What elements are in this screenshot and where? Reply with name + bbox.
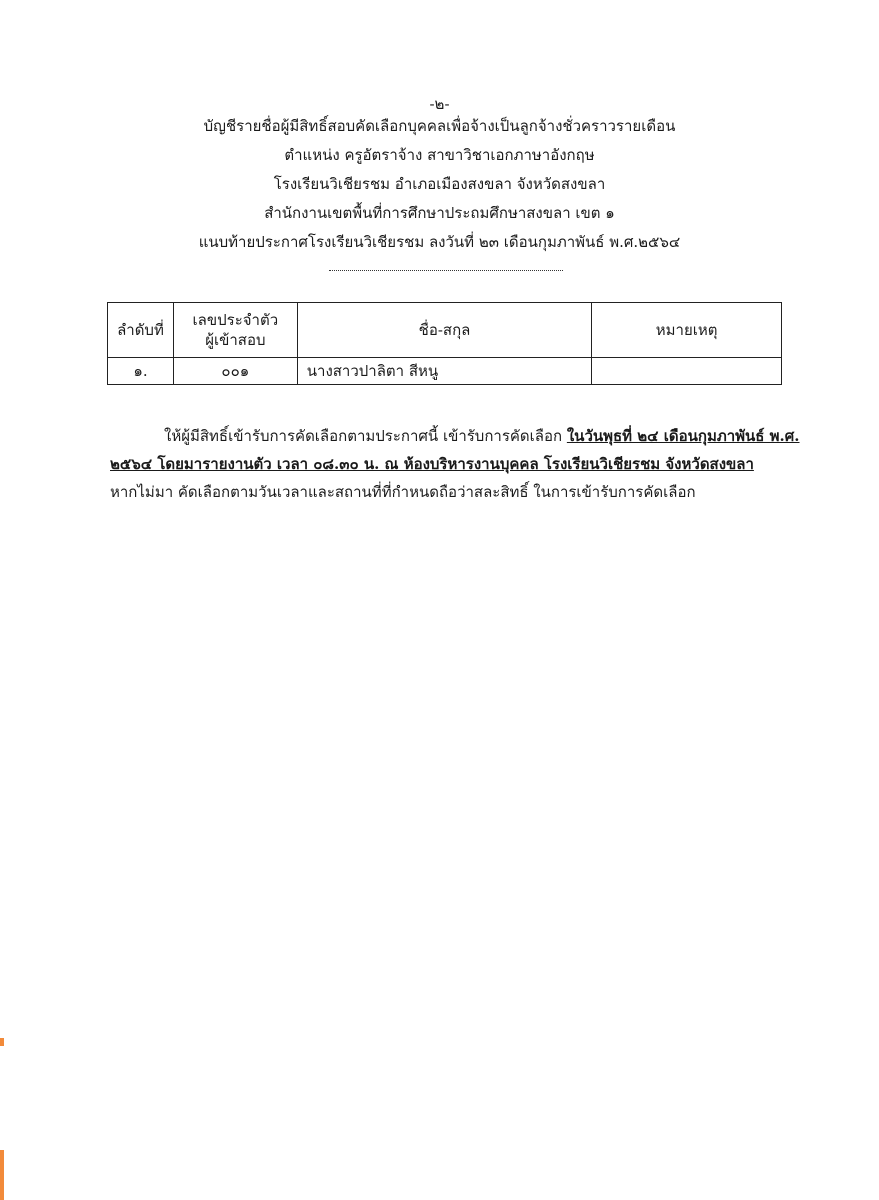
candidate-table	[107, 302, 782, 385]
cell-candidate-id: ๐๐๑	[173, 358, 297, 385]
column-header-id-line2: ผู้เข้าสอบ	[205, 331, 266, 349]
table-header-row	[108, 303, 782, 358]
header-line-school: โรงเรียนวิเชียรชม อำเภอเมืองสงขลา จังหวัดสงขลา	[273, 175, 606, 193]
header-line-position: ตำแหน่ง ครูอัตราจ้าง สาขาวิชาเอกภาษาอังกฤษ	[284, 146, 595, 164]
notice-line-3: หากไม่มา คัดเลือกตามวันเวลาและสถานที่ที่กำหนดถือว่าสละสิทธิ์ ในการเข้ารับการคัดเลือก	[110, 483, 696, 501]
notice-date-emphasis: ในวันพุธที่ ๒๔ เดือนกุมภาพันธ์ พ.ศ.	[566, 427, 800, 445]
column-header-name: ชื่อ-สกุล	[297, 303, 592, 358]
notice-paragraph	[110, 422, 800, 506]
document-header	[0, 112, 879, 257]
header-divider	[329, 270, 563, 271]
notice-line-1-plain: ให้ผู้มีสิทธิ์เข้ารับการคัดเลือกตามประกาศนี้ เข้ารับการคัดเลือก	[164, 427, 567, 445]
column-header-remark: หมายเหตุ	[592, 303, 782, 358]
header-line-title: บัญชีรายชื่อผู้มีสิทธิ์สอบคัดเลือกบุคคลเพื่อจ้างเป็นลูกจ้างชั่วคราวรายเดือน	[203, 117, 676, 135]
page-number: -๒-	[429, 95, 450, 113]
scan-edge-mark	[0, 1038, 4, 1046]
scan-edge-mark	[0, 1150, 4, 1200]
column-header-candidate-id	[173, 303, 297, 358]
notice-time-place-emphasis: ๒๕๖๔ โดยมารายงานตัว เวลา ๐๘.๓๐ น. ณ ห้องบริหารงานบุคคล โรงเรียนวิเชียรชม จังหวัดสงขลา	[110, 455, 754, 473]
cell-name: นางสาวปาลิตา สีหนู	[297, 358, 592, 385]
header-line-attachment: แนบท้ายประกาศโรงเรียนวิเชียรชม ลงวันที่ ๒๓ เดือนกุมภาพันธ์ พ.ศ.๒๕๖๔	[198, 233, 681, 251]
table-row	[108, 358, 782, 385]
header-line-office: สำนักงานเขตพื้นที่การศึกษาประถมศึกษาสงขลา เขต ๑	[264, 204, 615, 222]
cell-remark	[592, 358, 782, 385]
notice-line-1	[110, 422, 800, 450]
cell-no: ๑.	[108, 358, 174, 385]
column-header-id-line1: เลขประจำตัว	[192, 311, 279, 329]
column-header-no: ลำดับที่	[108, 303, 174, 358]
notice-line-2	[110, 450, 782, 478]
